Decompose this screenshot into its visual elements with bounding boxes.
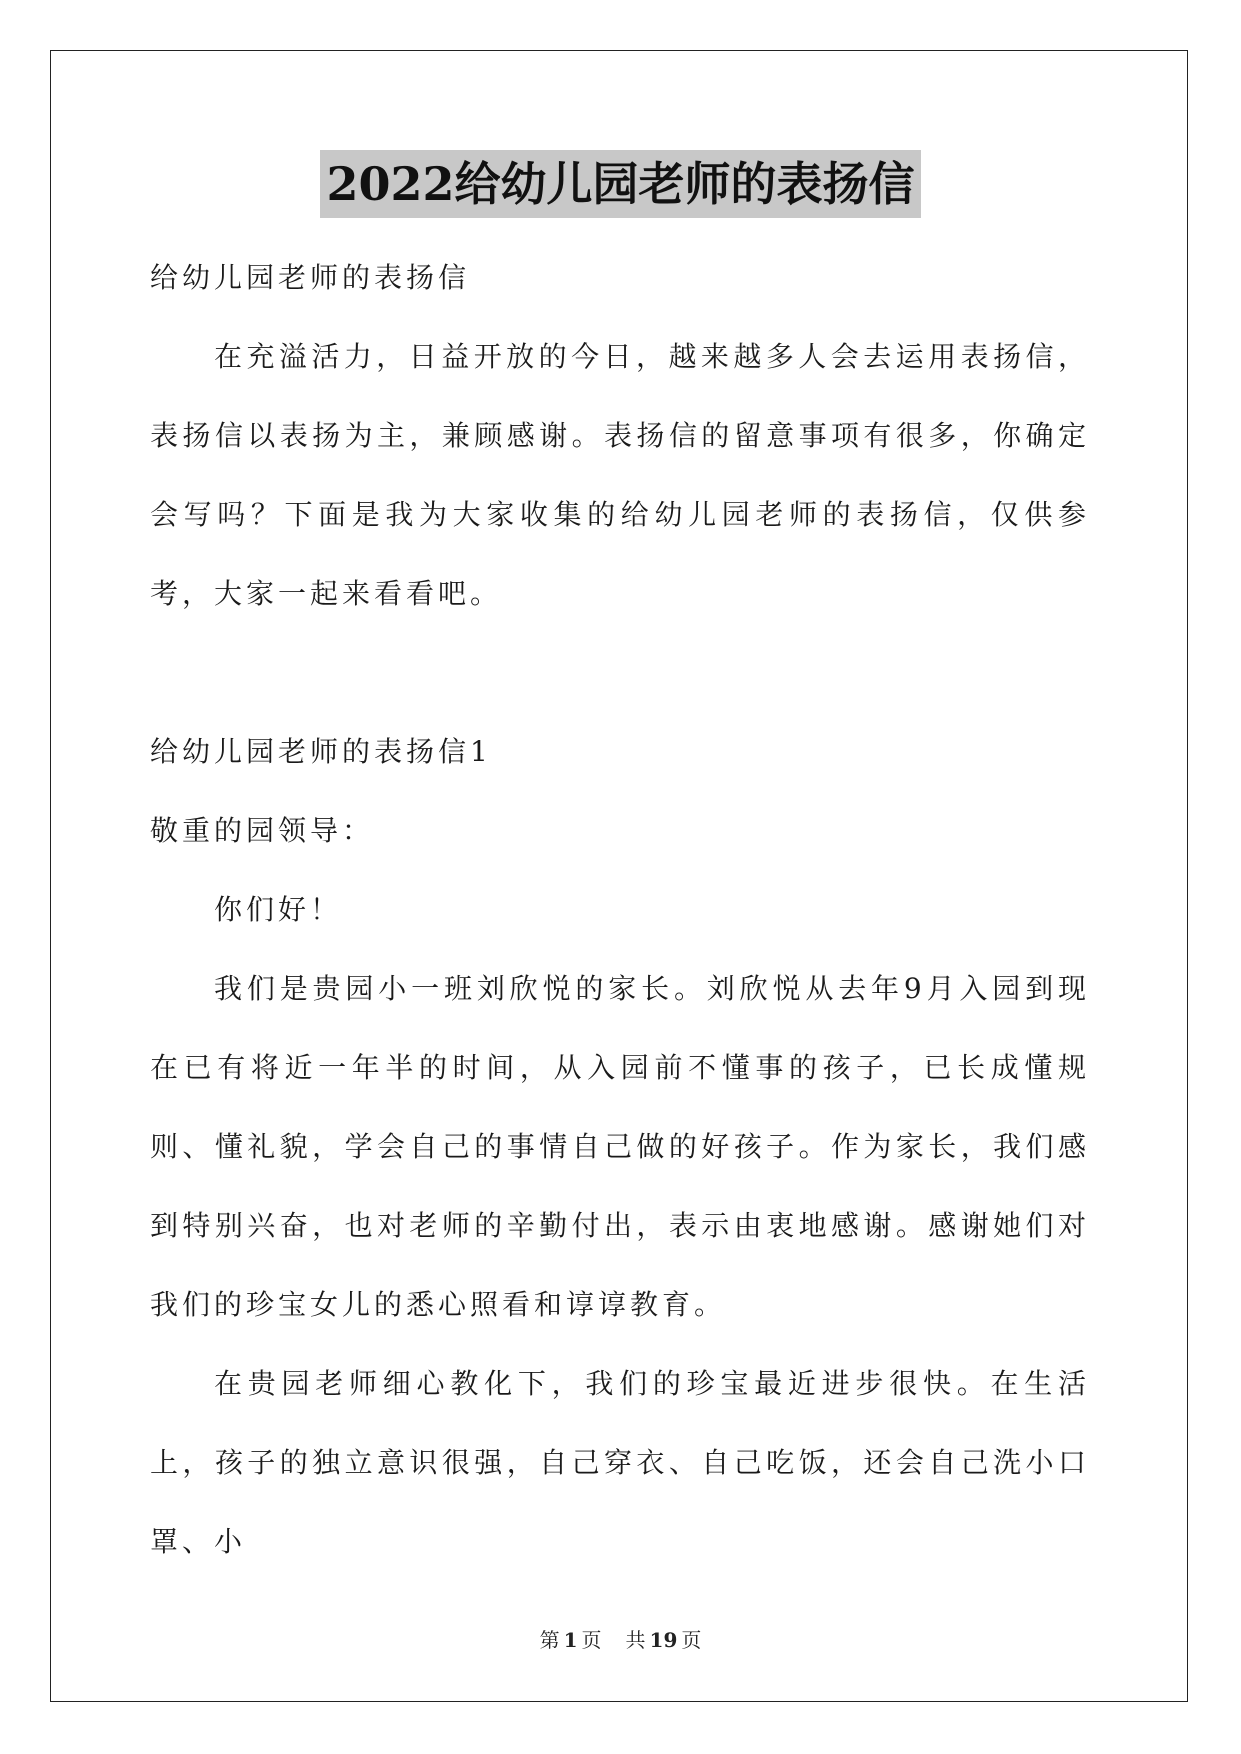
- document-subtitle: 给幼儿园老师的表扬信: [150, 261, 471, 294]
- greeting: 你们好！: [214, 893, 343, 926]
- total-pages-number: 19: [649, 1628, 678, 1652]
- total-prefix: 共: [625, 1628, 646, 1652]
- section-heading: 给幼儿园老师的表扬信1: [150, 735, 492, 768]
- body-paragraph-1: 我们是贵园小一班刘欣悦的家长。刘欣悦从去年9月入园到现在已有将近一年半的时间，从入园前不懂事的孩子，已长成懂规则、懂礼貌，学会自己的事情自己做的好孩子。作为家长，我们感到特别兴奋，也对老师的辛勤付出，表示由衷地感谢。感谢她们对我们的珍宝女儿的悉心照看和谆谆教育。: [150, 972, 1090, 1321]
- page-footer: [0, 1624, 1241, 1653]
- page-suffix: 页: [581, 1628, 602, 1652]
- document-title-wrapper: [0, 150, 1241, 218]
- document-title: 2022给幼儿园老师的表扬信: [320, 150, 920, 218]
- body-paragraph-2: 在贵园老师细心教化下，我们的珍宝最近进步很快。在生活上，孩子的独立意识很强，自己穿衣、自己吃饭，还会自己洗小口罩、小: [150, 1367, 1090, 1558]
- intro-paragraph: 在充溢活力，日益开放的今日，越来越多人会去运用表扬信，表扬信以表扬为主，兼顾感谢。表扬信的留意事项有很多，你确定会写吗？下面是我为大家收集的给幼儿园老师的表扬信，仅供参考，大家一起来看看吧。: [150, 340, 1090, 610]
- total-suffix: 页: [681, 1628, 702, 1652]
- document-body: [150, 238, 1090, 1581]
- salutation: 敬重的园领导：: [150, 814, 375, 847]
- current-page-number: 1: [563, 1628, 578, 1652]
- page-prefix: 第: [539, 1628, 560, 1652]
